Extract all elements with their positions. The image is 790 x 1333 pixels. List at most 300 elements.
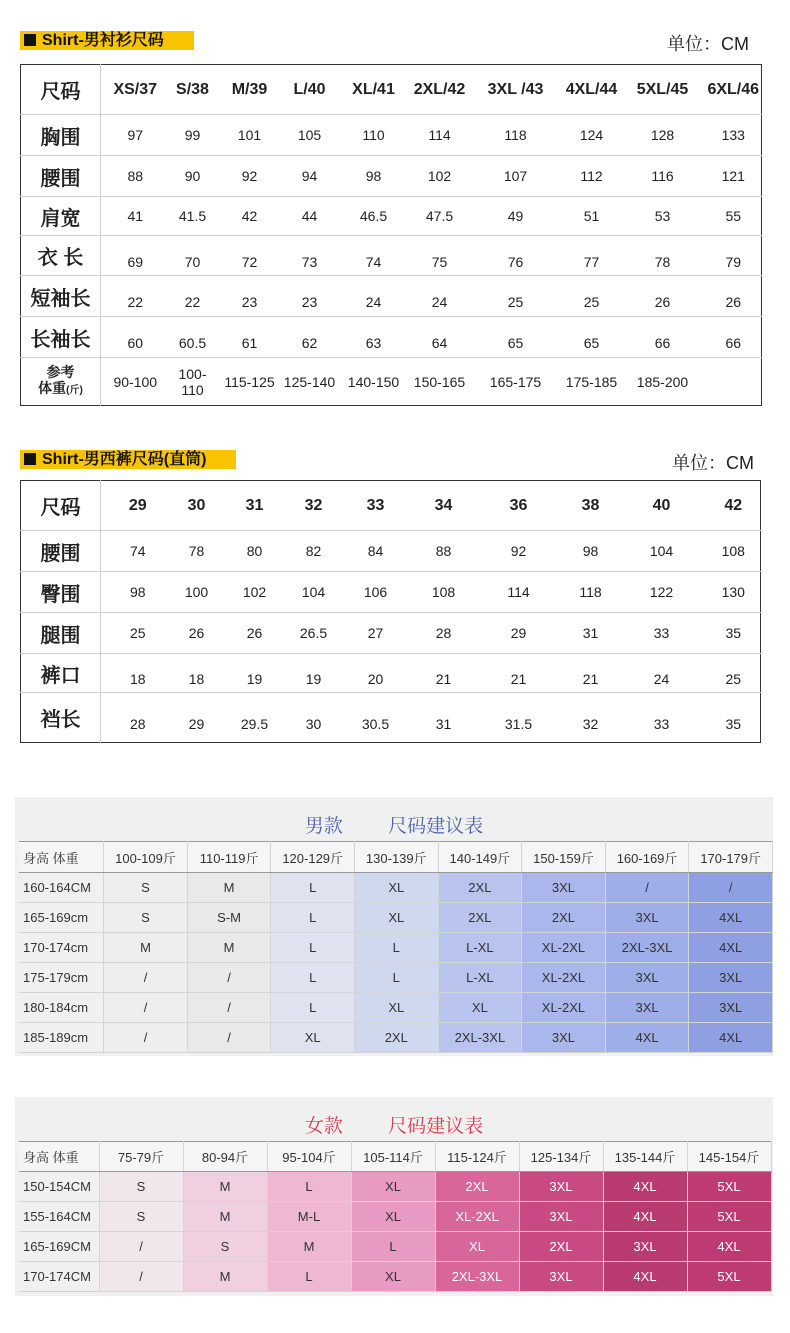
weight-label-text: 体重: [38, 380, 67, 396]
men-rec-table: [19, 841, 773, 1053]
shirt-weight-cell: 165-175: [489, 373, 542, 390]
pants-cell: 21: [565, 654, 617, 693]
women_rec-size-cell: 3XL: [519, 1202, 603, 1232]
men_rec-weight-header: 130-139斤: [354, 842, 438, 873]
pants-cell: 35: [725, 715, 742, 732]
shirt-weight-cell: [706, 358, 762, 406]
women_rec-size-cell: 5XL: [687, 1202, 771, 1232]
women_rec-size-cell: 4XL: [687, 1232, 771, 1262]
women_rec-size-cell: XL: [435, 1232, 519, 1262]
men_rec-size-cell: L-XL: [438, 933, 522, 963]
women_rec-weight-header: 105-114斤: [351, 1142, 435, 1172]
women_rec-size-cell: 2XL-3XL: [435, 1262, 519, 1292]
men_rec-size-cell: S: [104, 873, 188, 903]
shirt-row-label: 肩宽: [21, 197, 101, 236]
men_rec-size-cell: 4XL: [689, 903, 773, 933]
men-size-recommendation: [15, 797, 773, 1056]
men_rec-size-cell: L: [354, 933, 438, 963]
women_rec-size-cell: 4XL: [603, 1202, 687, 1232]
shirt-cell: 76: [468, 236, 564, 276]
men_rec-row: [19, 933, 773, 963]
men_rec-size-cell: /: [104, 993, 188, 1023]
men_rec-weight-header: 120-129斤: [271, 842, 355, 873]
pants-cell: 26: [175, 613, 219, 654]
shirt-size-header: 3XL /43: [468, 65, 564, 115]
shirt-row-label: 长袖长: [21, 317, 101, 358]
shirt-cell: 65: [564, 317, 620, 358]
shirt-cell: 66: [620, 317, 706, 358]
men_rec-size-cell: 4XL: [689, 1023, 773, 1053]
women_rec-row: [19, 1172, 771, 1202]
men_rec-size-cell: /: [689, 873, 773, 903]
men_rec-size-cell: M: [187, 873, 271, 903]
pants-cell: 32: [582, 715, 599, 732]
women_rec-size-cell: 4XL: [603, 1262, 687, 1292]
pants-cell: 114: [473, 572, 565, 613]
shirt-cell: 69: [101, 236, 170, 276]
women_rec-size-cell: L: [267, 1172, 351, 1202]
women_rec-size-cell: /: [99, 1262, 183, 1292]
pants-cell: 26.5: [291, 613, 337, 654]
women_rec-size-cell: L: [351, 1232, 435, 1262]
pants-cell: 78: [175, 531, 219, 572]
men_rec-size-cell: 3XL: [689, 963, 773, 993]
shirt-title-text: Shirt-男衬衫尺码: [42, 32, 164, 49]
pants-header-label: 尺码: [21, 481, 101, 531]
pants-cell: 31.5: [504, 715, 533, 732]
shirt-cell: 94: [284, 156, 336, 197]
shirt-weight-cell: 115-125: [224, 373, 275, 390]
pants-cell: 118: [565, 572, 617, 613]
pants-cell: 84: [337, 531, 415, 572]
pants-title-text: Shirt-男西裤尺码(直筒): [42, 451, 207, 468]
weight-label-top: 参考: [46, 364, 75, 380]
pants-cell: 24: [617, 654, 707, 693]
shirt-row: [21, 115, 762, 156]
shirt-row-label: 腰围: [21, 156, 101, 197]
weight-label-unit: (斤): [66, 385, 83, 396]
pants-cell: 104: [291, 572, 337, 613]
shirt-cell: 63: [336, 317, 412, 358]
pants-cell: 31: [435, 715, 452, 732]
shirt-cell: 133: [706, 115, 762, 156]
women_rec-size-cell: XL: [351, 1262, 435, 1292]
shirt-cell: 79: [706, 236, 762, 276]
shirt-cell: 97: [101, 115, 170, 156]
men_rec-size-cell: /: [187, 993, 271, 1023]
shirt-cell: 116: [620, 156, 706, 197]
pants-cell: 108: [415, 572, 473, 613]
shirt-cell: 25: [564, 276, 620, 317]
pants-cell: 28: [129, 715, 146, 732]
pants-cell: 92: [473, 531, 565, 572]
pants-cell: 29: [473, 613, 565, 654]
shirt-cell: 114: [412, 115, 468, 156]
shirt-weight-cell: 140-150: [347, 373, 400, 390]
women_rec-size-cell: M: [183, 1202, 267, 1232]
women_rec-size-cell: M: [267, 1232, 351, 1262]
shirt-cell: 121: [706, 156, 762, 197]
pants-cell: 30: [305, 715, 322, 732]
pants-cell: 33: [617, 613, 707, 654]
shirt-cell: 110: [336, 115, 412, 156]
men_rec-size-cell: L: [271, 873, 355, 903]
pants-cell: 20: [337, 654, 415, 693]
shirt-row-label: 短袖长: [21, 276, 101, 317]
men_rec-size-cell: /: [187, 1023, 271, 1053]
women_rec-size-cell: S: [99, 1172, 183, 1202]
men_rec-size-cell: 4XL: [605, 1023, 689, 1053]
pants-cell: 80: [219, 531, 291, 572]
men_rec-size-cell: XL: [354, 993, 438, 1023]
pants-row-label: 裆长: [21, 693, 101, 743]
shirt-cell: 53: [620, 197, 706, 236]
pants-cell: 35: [707, 613, 761, 654]
shirt-row: [21, 276, 762, 317]
shirt-size-header: M/39: [216, 65, 284, 115]
men_rec-size-cell: /: [605, 873, 689, 903]
shirt-row: [21, 156, 762, 197]
shirt-cell: 77: [564, 236, 620, 276]
men_rec-row: [19, 873, 773, 903]
pants-cell: 100: [175, 572, 219, 613]
women_rec-height-label: 150-154CM: [19, 1172, 99, 1202]
pants-cell: 122: [617, 572, 707, 613]
shirt-cell: 49: [468, 197, 564, 236]
women_rec-height-label: 155-164CM: [19, 1202, 99, 1232]
men_rec-size-cell: /: [187, 963, 271, 993]
women_rec-weight-header: 75-79斤: [99, 1142, 183, 1172]
women_rec-row: [19, 1232, 771, 1262]
pants-row-label: 裤口: [21, 654, 101, 693]
men_rec-row: [19, 963, 773, 993]
shirt-cell: 72: [216, 236, 284, 276]
shirt-row: [21, 197, 762, 236]
pants-row: [21, 572, 761, 613]
shirt-cell: 102: [412, 156, 468, 197]
shirt-cell: 105: [284, 115, 336, 156]
women_rec-size-cell: 4XL: [603, 1172, 687, 1202]
men_rec-row: [19, 993, 773, 1023]
shirt-cell: 42: [216, 197, 284, 236]
women_rec-weight-header: 80-94斤: [183, 1142, 267, 1172]
shirt-row: [21, 317, 762, 358]
shirt-size-header: 2XL/42: [412, 65, 468, 115]
shirt-cell: 74: [336, 236, 412, 276]
shirt-cell: 51: [564, 197, 620, 236]
women_rec-size-cell: XL-2XL: [435, 1202, 519, 1232]
shirt-cell: 101: [216, 115, 284, 156]
shirt-weight-cell: 125-140: [283, 373, 336, 390]
men_rec-weight-header: 150-159斤: [522, 842, 606, 873]
women_rec-size-cell: 3XL: [519, 1172, 603, 1202]
shirt-cell: 99: [170, 115, 216, 156]
men_rec-size-cell: 2XL-3XL: [438, 1023, 522, 1053]
pants-header-row: [21, 481, 761, 531]
shirt-cell: 23: [284, 276, 336, 317]
pants-cell: 33: [653, 715, 670, 732]
women_rec-size-cell: 2XL: [435, 1172, 519, 1202]
pants-cell: 25: [707, 654, 761, 693]
men_rec-corner-label: 身高 体重: [19, 842, 104, 873]
men_rec-size-cell: XL: [271, 1023, 355, 1053]
pants-row-label: 腰围: [21, 531, 101, 572]
men_rec-size-cell: L: [271, 903, 355, 933]
shirt-weight-cell: 150-165: [413, 373, 466, 390]
pants-cell: 28: [415, 613, 473, 654]
shirt-unit: 单位：CM: [667, 34, 749, 54]
pants-cell: 21: [473, 654, 565, 693]
pants-size-header: 36: [473, 481, 565, 531]
men_rec-weight-header: 110-119斤: [187, 842, 271, 873]
men_rec-height-label: 165-169cm: [19, 903, 104, 933]
men_rec-size-cell: 4XL: [689, 933, 773, 963]
men-rec-title-left: 男款: [304, 816, 343, 837]
pants-cell: 102: [219, 572, 291, 613]
women-rec-title-right: 尺码建议表: [388, 1116, 484, 1137]
women_rec-corner-label: 身高 体重: [19, 1142, 99, 1172]
women_rec-size-cell: 5XL: [687, 1172, 771, 1202]
shirt-cell: 41: [101, 197, 170, 236]
pants-row-label: 臀围: [21, 572, 101, 613]
pants-cell: 29: [188, 715, 205, 732]
women_rec-weight-header: 135-144斤: [603, 1142, 687, 1172]
women_rec-height-label: 170-174CM: [19, 1262, 99, 1292]
pants-unit: 单位：CM: [672, 453, 754, 473]
shirt-cell: 107: [468, 156, 564, 197]
shirt-cell: 47.5: [412, 197, 468, 236]
men_rec-size-cell: 3XL: [522, 873, 606, 903]
women_rec-height-label: 165-169CM: [19, 1232, 99, 1262]
men_rec-size-cell: /: [104, 963, 188, 993]
pants-cell: 19: [291, 654, 337, 693]
shirt-row-label: 胸围: [21, 115, 101, 156]
men_rec-size-cell: L: [271, 933, 355, 963]
men_rec-size-cell: XL: [354, 903, 438, 933]
shirt-cell: 25: [468, 276, 564, 317]
shirt-cell: 73: [284, 236, 336, 276]
shirt-cell: 65: [468, 317, 564, 358]
men_rec-size-cell: 2XL: [438, 873, 522, 903]
shirt-weight-cell: 185-200: [636, 373, 689, 390]
men_rec-size-cell: /: [104, 1023, 188, 1053]
shirt-cell: 44: [284, 197, 336, 236]
pants-cell: 18: [101, 654, 175, 693]
shirt-cell: 26: [706, 276, 762, 317]
women_rec-size-cell: M-L: [267, 1202, 351, 1232]
men_rec-weight-header: 140-149斤: [438, 842, 522, 873]
pants-cell: 31: [565, 613, 617, 654]
pants-cell: 108: [707, 531, 761, 572]
men_rec-height-label: 175-179cm: [19, 963, 104, 993]
pants-size-header: 33: [337, 481, 415, 531]
men_rec-size-cell: XL: [354, 873, 438, 903]
square-bullet-icon: [24, 453, 36, 465]
shirt-cell: 128: [620, 115, 706, 156]
shirt-cell: 88: [101, 156, 170, 197]
pants-size-header: 42: [707, 481, 761, 531]
pants-cell: 29.5: [240, 715, 269, 732]
men-rec-title: [15, 811, 773, 838]
weight-label-bottom: [21, 380, 100, 399]
shirt-cell: 26: [620, 276, 706, 317]
men_rec-size-cell: 3XL: [605, 963, 689, 993]
men_rec-height-label: 170-174cm: [19, 933, 104, 963]
pants-cell: 130: [707, 572, 761, 613]
men_rec-size-cell: S-M: [187, 903, 271, 933]
shirt-cell: 22: [101, 276, 170, 317]
shirt-weight-cell: 100-110: [178, 365, 207, 398]
women_rec-weight-header: 95-104斤: [267, 1142, 351, 1172]
shirt-weight-row: [21, 358, 762, 406]
women_rec-row: [19, 1202, 771, 1232]
shirt-weight-cell: 90-100: [113, 373, 158, 390]
men_rec-size-cell: 2XL: [522, 903, 606, 933]
women_rec-weight-header: 115-124斤: [435, 1142, 519, 1172]
women_rec-row: [19, 1262, 771, 1292]
men_rec-size-cell: L: [271, 963, 355, 993]
men_rec-weight-header: 170-179斤: [689, 842, 773, 873]
square-bullet-icon: [24, 34, 36, 46]
pants-row-label: 腿围: [21, 613, 101, 654]
shirt-cell: 118: [468, 115, 564, 156]
men_rec-size-cell: 3XL: [605, 903, 689, 933]
shirt-cell: 92: [216, 156, 284, 197]
pants-row: [21, 531, 761, 572]
women_rec-size-cell: XL: [351, 1202, 435, 1232]
pants-size-header: 32: [291, 481, 337, 531]
shirt-size-header: XL/41: [336, 65, 412, 115]
shirt-size-header: 5XL/45: [620, 65, 706, 115]
pants-cell: 19: [219, 654, 291, 693]
women_rec-size-cell: M: [183, 1172, 267, 1202]
pants-size-header: 38: [565, 481, 617, 531]
women_rec-size-cell: L: [267, 1262, 351, 1292]
shirt-size-header: 6XL/46: [706, 65, 762, 115]
women_rec-size-cell: 3XL: [603, 1232, 687, 1262]
pants-cell: 98: [101, 572, 175, 613]
pants-cell: 30.5: [361, 715, 390, 732]
pants-cell: 82: [291, 531, 337, 572]
men_rec-size-cell: 2XL: [438, 903, 522, 933]
pants-size-table: [20, 480, 761, 743]
women-rec-title-left: 女款: [304, 1116, 343, 1137]
shirt-cell: 98: [336, 156, 412, 197]
pants-cell: 98: [565, 531, 617, 572]
pants-size-header: 31: [219, 481, 291, 531]
pants-size-header: 29: [101, 481, 175, 531]
shirt-size-header: L/40: [284, 65, 336, 115]
shirt-cell: 90: [170, 156, 216, 197]
women-size-recommendation: [15, 1097, 773, 1296]
women_rec-size-cell: M: [183, 1262, 267, 1292]
shirt-cell: 124: [564, 115, 620, 156]
pants-cell: 21: [415, 654, 473, 693]
men_rec-size-cell: 3XL: [522, 1023, 606, 1053]
men_rec-row: [19, 1023, 773, 1053]
shirt-cell: 60: [101, 317, 170, 358]
women_rec-size-cell: S: [183, 1232, 267, 1262]
pants-row: [21, 654, 761, 693]
shirt-cell: 24: [336, 276, 412, 317]
men_rec-size-cell: L: [271, 993, 355, 1023]
pants-cell: 88: [415, 531, 473, 572]
pants-size-header: 34: [415, 481, 473, 531]
women_rec-size-cell: S: [99, 1202, 183, 1232]
women_rec-header-row: [19, 1142, 771, 1172]
men_rec-size-cell: 2XL-3XL: [605, 933, 689, 963]
women_rec-weight-header: 125-134斤: [519, 1142, 603, 1172]
shirt-row: [21, 236, 762, 276]
shirt-cell: 41.5: [170, 197, 216, 236]
women_rec-size-cell: /: [99, 1232, 183, 1262]
pants-cell: 18: [175, 654, 219, 693]
women-rec-table: [19, 1141, 772, 1292]
shirt-size-header: XS/37: [101, 65, 170, 115]
shirt-cell: 66: [706, 317, 762, 358]
pants-row: [21, 693, 761, 743]
men_rec-size-cell: 2XL: [354, 1023, 438, 1053]
shirt-cell: 62: [284, 317, 336, 358]
shirt-cell: 22: [170, 276, 216, 317]
women_rec-size-cell: 2XL: [519, 1232, 603, 1262]
shirt-weight-label: [21, 358, 101, 406]
men_rec-size-cell: L-XL: [438, 963, 522, 993]
shirt-size-header: S/38: [170, 65, 216, 115]
men_rec-weight-header: 160-169斤: [605, 842, 689, 873]
shirt-cell: 60.5: [170, 317, 216, 358]
men_rec-size-cell: XL: [438, 993, 522, 1023]
shirt-weight-cell: 175-185: [565, 373, 618, 390]
shirt-cell: 70: [170, 236, 216, 276]
shirt-row-label: 衣 长: [21, 236, 101, 276]
shirt-header-label: 尺码: [21, 65, 101, 115]
shirt-cell: 78: [620, 236, 706, 276]
shirt-cell: 24: [412, 276, 468, 317]
women_rec-weight-header: 145-154斤: [687, 1142, 771, 1172]
shirt-size-table: [20, 64, 762, 406]
pants-size-header: 40: [617, 481, 707, 531]
shirt-cell: 23: [216, 276, 284, 317]
shirt-section-title: [20, 31, 194, 50]
women_rec-size-cell: 3XL: [519, 1262, 603, 1292]
shirt-size-header: 4XL/44: [564, 65, 620, 115]
men_rec-size-cell: XL-2XL: [522, 993, 606, 1023]
pants-cell: 74: [101, 531, 175, 572]
men_rec-size-cell: 3XL: [605, 993, 689, 1023]
shirt-cell: 46.5: [336, 197, 412, 236]
shirt-cell: 64: [412, 317, 468, 358]
pants-size-header: 30: [175, 481, 219, 531]
men_rec-height-label: 180-184cm: [19, 993, 104, 1023]
men_rec-size-cell: XL-2XL: [522, 963, 606, 993]
pants-row: [21, 613, 761, 654]
men_rec-size-cell: M: [104, 933, 188, 963]
men_rec-weight-header: 100-109斤: [104, 842, 188, 873]
men_rec-size-cell: S: [104, 903, 188, 933]
women-rec-title: [15, 1111, 773, 1138]
men_rec-size-cell: L: [354, 963, 438, 993]
men_rec-size-cell: 3XL: [689, 993, 773, 1023]
men_rec-height-label: 160-164CM: [19, 873, 104, 903]
shirt-header-row: [21, 65, 762, 115]
men_rec-size-cell: XL-2XL: [522, 933, 606, 963]
shirt-cell: 61: [216, 317, 284, 358]
women_rec-size-cell: XL: [351, 1172, 435, 1202]
pants-cell: 106: [337, 572, 415, 613]
pants-cell: 27: [337, 613, 415, 654]
men_rec-header-row: [19, 842, 773, 873]
